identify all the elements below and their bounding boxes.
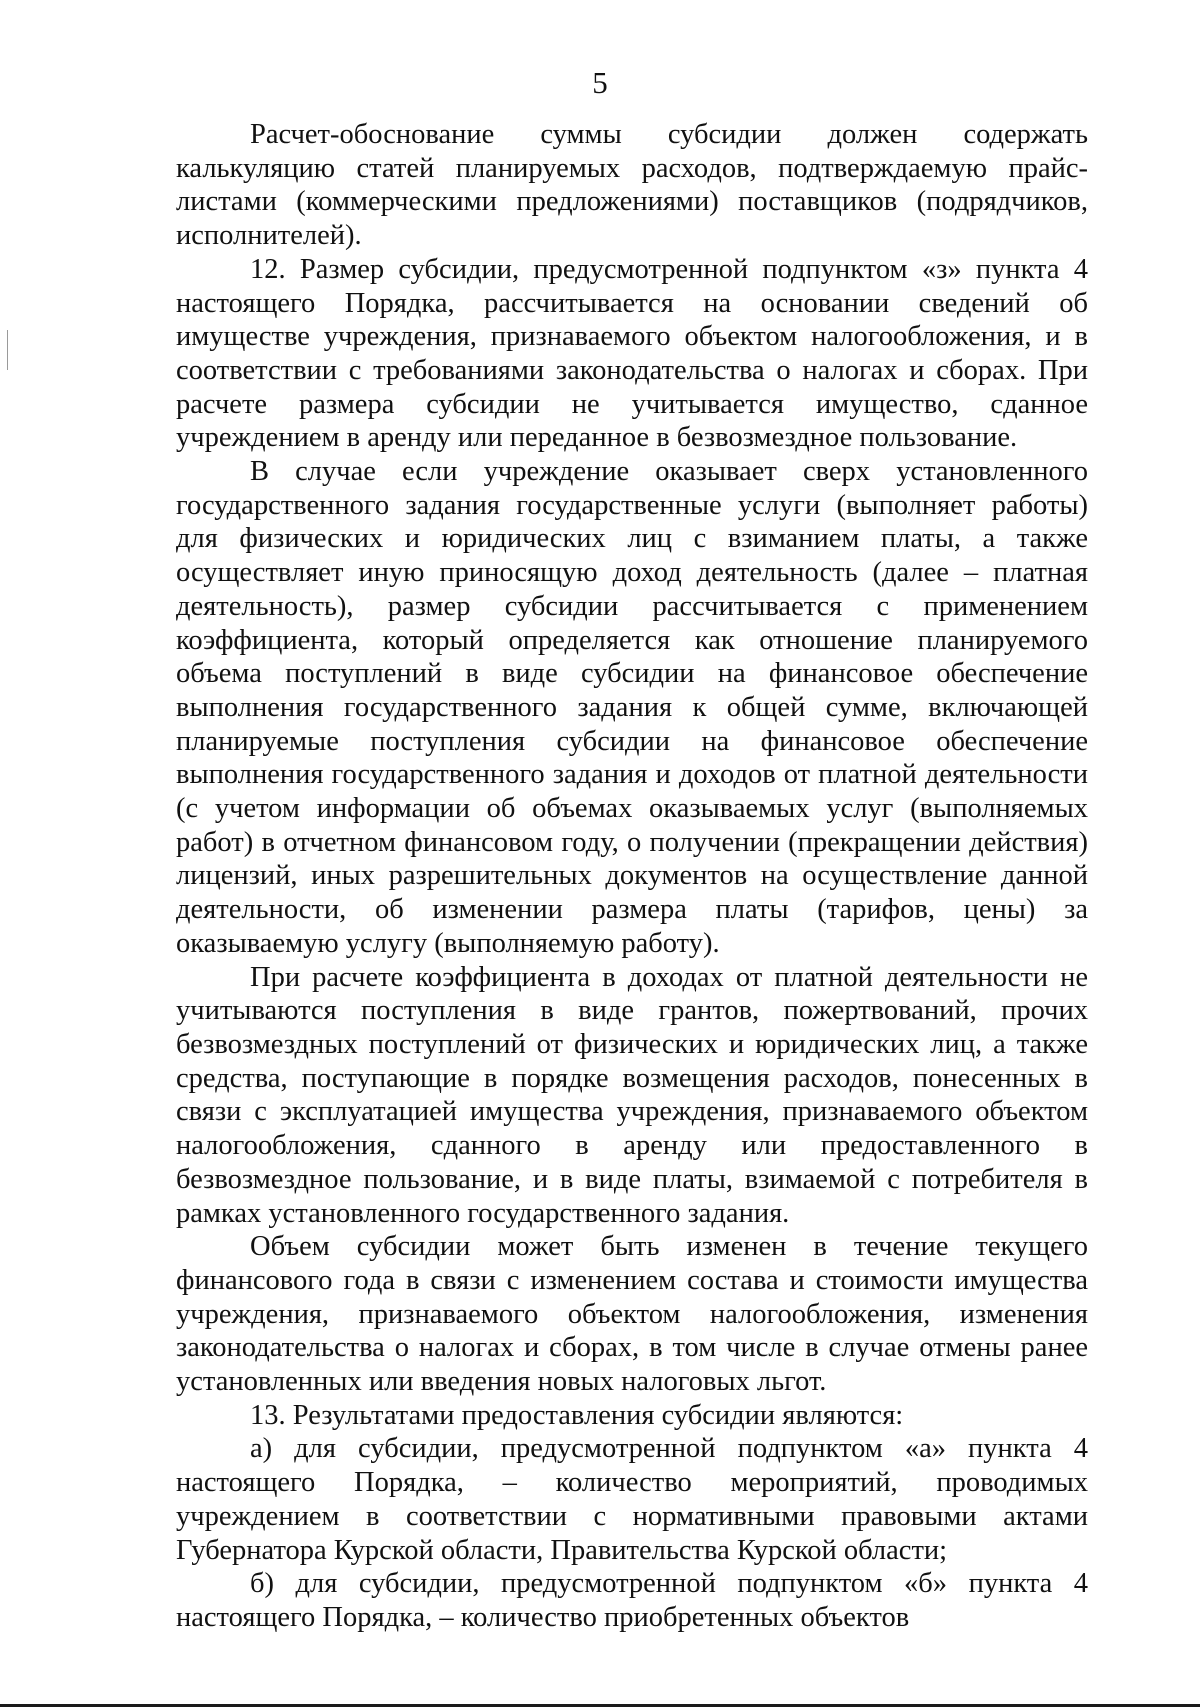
paragraph-subsidy-volume-change: Объем субсидии может быть изменен в течение текущего финансового года в связи с изменением состава и стоимости имущества учреждения, признаваемого объектом налогообложения, изменения законодательства о налогах и сборах, в том числе в случае отмены ранее установленных или введения новых налоговых льгот. — [176, 1231, 1088, 1398]
paragraph-subitem-a: а) для субсидии, предусмотренной подпунктом «а» пункта 4 настоящего Порядка, – количество мероприятий, проводимых учреждением в соответствии с нормативными правовыми актами Губернатора Курской области, Правительства Курской области; — [176, 1433, 1088, 1566]
scan-margin-mark — [7, 330, 8, 370]
paragraph-coefficient-exclusions: При расчете коэффициента в доходах от платной деятельности не учитываются поступления в виде грантов, пожертвований, прочих безвозмездных поступлений от физических и юридических лиц, а также средства, поступающие в порядке возмещения расходов, понесенных в связи с эксплуатацией имущества учреждения, признаваемого объектом налогообложения, сданного в аренду или предоставленного в безвозмездное пользование, и в виде платы, взимаемой с потребителя в рамках установленного государственного задания. — [176, 961, 1088, 1229]
paragraph-item-12: 12. Размер субсидии, предусмотренной подпунктом «з» пункта 4 настоящего Порядка, рассчитывается на основании сведений об имуществе учреждения, признаваемого объектом налогообложения, и в соответствии с требованиями законодательства о налогах и сборах. При расчете размера субсидии не учитывается имущество, сданное учреждением в аренду или переданное в безвозмездное пользование. — [176, 253, 1088, 454]
paragraph-paid-activity-coefficient: В случае если учреждение оказывает сверх установленного государственного задания государственные услуги (выполняет работы) для физических и юридических лиц с взиманием платы, а также осуществляет иную приносящую доход деятельность (далее – платная деятельность), размер субсидии рассчитывается с применением коэффициента, который определяется как отношение планируемого объема поступлений в виде субсидии на финансовое обеспечение выполнения государственного задания к общей сумме, включающей планируемые поступления субсидии на финансовое обеспечение выполнения государственного задания и доходов от платной деятельности (с учетом информации об объемах оказываемых услуг (выполняемых работ) в отчетном финансовом году, о получении (прекращении действия) лицензий, иных разрешительных документов на осуществление данной деятельности, об изменении размера платы (тарифов, цены) за оказываемую услугу (выполняемую работу). — [176, 456, 1088, 959]
paragraph-subitem-b: б) для субсидии, предусмотренной подпунктом «б» пункта 4 настоящего Порядка, – количество приобретенных объектов — [176, 1568, 1088, 1633]
paragraph-item-13: 13. Результатами предоставления субсидии являются: — [250, 1399, 904, 1431]
paragraph-calculation-justification: Расчет-обоснование суммы субсидии должен содержать калькуляцию статей планируемых расходов, подтверждаемую прайс-листами (коммерческими предложениями) поставщиков (подрядчиков, исполнителей). — [176, 119, 1088, 252]
page-number: 5 — [592, 65, 608, 100]
document-body — [176, 118, 1088, 1635]
